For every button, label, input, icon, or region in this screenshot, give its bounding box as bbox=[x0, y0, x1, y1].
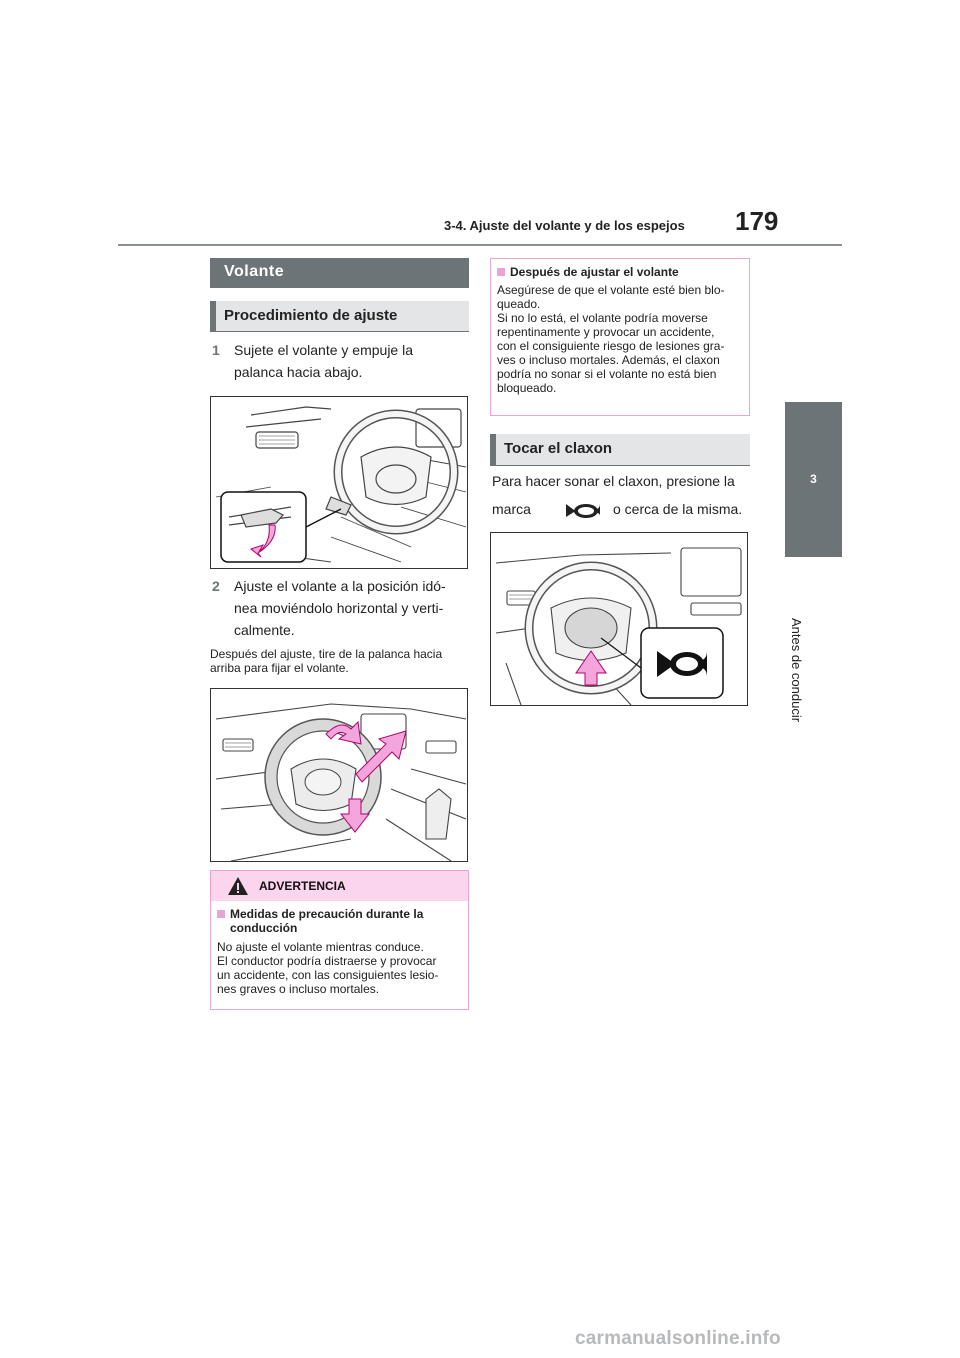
notice-body-line: con el consiguiente riesgo de lesiones gra- bbox=[497, 339, 725, 353]
notice-heading bbox=[497, 265, 747, 279]
subsection-bar-adjust bbox=[210, 301, 469, 332]
step-2 bbox=[212, 575, 472, 643]
step-number: 2 bbox=[212, 578, 220, 594]
horn-illustration bbox=[491, 533, 747, 705]
horn-line-2 bbox=[492, 498, 762, 520]
figure-horn bbox=[490, 532, 748, 706]
warning-content bbox=[217, 907, 467, 996]
warning-heading-line: conducción bbox=[230, 921, 298, 935]
horn-mark-icon bbox=[564, 500, 602, 520]
step-text-line: Ajuste el volante a la posición idó- bbox=[234, 578, 446, 594]
notice-body-line: bloqueado. bbox=[497, 381, 557, 395]
step-text-line: palanca hacia abajo. bbox=[234, 364, 363, 380]
warning-box bbox=[210, 870, 469, 1010]
horn-line-suffix: o cerca de la misma. bbox=[613, 501, 743, 517]
header-section-title: 3-4. Ajuste del volante y de los espejos bbox=[444, 218, 685, 233]
notice-body-line: ves o incluso mortales. Además, el claxon bbox=[497, 353, 720, 367]
figure-steering-lever bbox=[210, 396, 468, 569]
page-number: 179 bbox=[735, 206, 779, 236]
step-text-line: nea moviéndolo horizontal y verti- bbox=[234, 600, 444, 616]
warning-heading bbox=[217, 907, 467, 921]
warning-body-line: No ajuste el volante mientras conduce. bbox=[217, 940, 424, 954]
chapter-number: 3 bbox=[810, 472, 817, 486]
note-line: arriba para fijar el volante. bbox=[210, 661, 349, 675]
section-title-bar bbox=[210, 258, 469, 288]
lever-inset bbox=[221, 492, 306, 562]
notice-body-line: queado. bbox=[497, 297, 541, 311]
chapter-title: Antes de conducir bbox=[789, 618, 804, 723]
adjust-note bbox=[210, 647, 472, 675]
bullet-square-icon bbox=[497, 268, 505, 276]
subsection-title: Tocar el claxon bbox=[504, 440, 613, 457]
warning-heading-line: Medidas de precaución durante la bbox=[230, 907, 424, 921]
chapter-tab bbox=[785, 402, 842, 557]
header-divider bbox=[118, 244, 842, 246]
figure-steering-adjust bbox=[210, 688, 468, 862]
notice-content bbox=[497, 265, 747, 395]
warning-body-line: El conductor podría distraerse y provocar bbox=[217, 954, 437, 968]
step-text-line: calmente. bbox=[234, 622, 295, 638]
warning-title: ADVERTENCIA bbox=[259, 879, 346, 893]
notice-box bbox=[490, 258, 750, 416]
warning-header bbox=[211, 871, 468, 901]
notice-body-line: Si no lo está, el volante podría moverse bbox=[497, 311, 708, 325]
step-1 bbox=[212, 339, 472, 385]
subsection-title: Procedimiento de ajuste bbox=[224, 307, 398, 324]
step-text-line: Sujete el volante y empuje la bbox=[234, 342, 413, 358]
warning-body-line: un accidente, con las consiguientes lesio- bbox=[217, 968, 439, 982]
notice-body-line: Asegúrese de que el volante esté bien blo- bbox=[497, 283, 725, 297]
notice-body-line: repentinamente y provocar un accidente, bbox=[497, 325, 715, 339]
horn-instructions bbox=[492, 470, 762, 520]
note-line: Después del ajuste, tire de la palanca hacia bbox=[210, 647, 443, 661]
steering-adjust-illustration bbox=[211, 689, 467, 861]
step-number: 1 bbox=[212, 342, 220, 358]
notice-body-line: podría no sonar si el volante no está bien bbox=[497, 367, 717, 381]
subsection-bar-horn bbox=[490, 434, 750, 466]
horn-line-prefix: marca bbox=[492, 501, 531, 517]
footer-watermark: carmanualsonline.info bbox=[575, 1328, 781, 1349]
notice-heading-text: Después de ajustar el volante bbox=[510, 265, 679, 279]
bullet-square-icon bbox=[217, 910, 225, 918]
steering-lever-illustration bbox=[211, 397, 467, 568]
warning-triangle-icon bbox=[227, 876, 249, 896]
section-title: Volante bbox=[224, 263, 285, 280]
warning-body-line: nes graves o incluso mortales. bbox=[217, 982, 380, 996]
horn-line-1: Para hacer sonar el claxon, presione la bbox=[492, 473, 735, 489]
